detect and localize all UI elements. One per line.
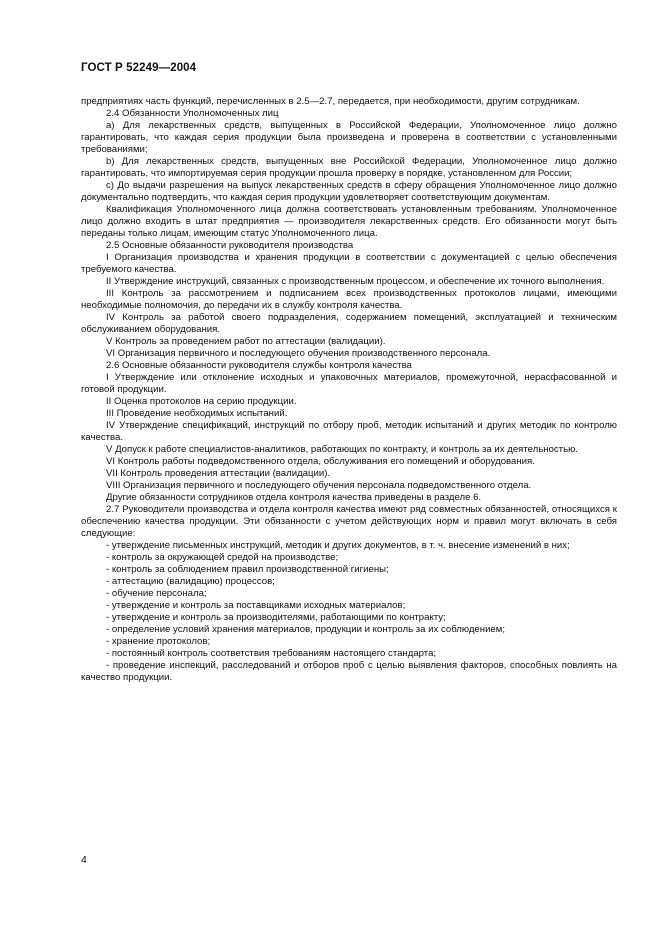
paragraph: V Допуск к работе специалистов-аналитиков, работающих по контракту, и контроль за их деятельностью. — [106, 444, 578, 455]
paragraph: 2.6 Основные обязанности руководителя службы контроля качества — [106, 360, 412, 371]
paragraph: - аттестацию (валидацию) процессов; — [106, 576, 275, 587]
paragraph: III Проведение необходимых испытаний. — [106, 408, 288, 419]
document-header: ГОСТ Р 52249—2004 — [81, 62, 197, 74]
paragraph: a) Для лекарственных средств, выпущенных в Российской Федерации, Уполномоченное лицо должно гарантировать, что каждая серия продукции была произведена и проверена в соответствии с установленными требованиями; — [81, 120, 617, 155]
paragraph: VIII Организация первичного и последующего обучения персонала подведомственного отдела. — [106, 480, 532, 491]
paragraph: I Организация производства и хранения продукции в соответствии с документацией с целью обеспечения требуемого качества. — [81, 252, 617, 275]
paragraph: - определение условий хранения материалов, продукции и контроль за их соблюдением; — [106, 624, 506, 635]
paragraph: - хранение протоколов; — [106, 636, 211, 647]
paragraph: - утверждение и контроль за производителями, работающими по контракту; — [106, 612, 446, 623]
paragraph: - утверждение и контроль за поставщиками исходных материалов; — [106, 600, 406, 611]
paragraph: II Оценка протоколов на серию продукции. — [106, 396, 297, 407]
paragraph: 2.4 Обязанности Уполномоченных лиц — [106, 108, 279, 119]
paragraph: 2.5 Основные обязанности руководителя производства — [106, 240, 354, 251]
paragraph: - проведение инспекций, расследований и отборов проб с целью выявления факторов, способных повлиять на качество продукции. — [81, 660, 617, 683]
paragraph: IV Контроль за работой своего подразделения, содержанием помещений, эксплуатацией и техническим обслуживанием оборудования. — [81, 312, 617, 335]
paragraph: b) Для лекарственных средств, выпущенных вне Российской Федерации, Уполномоченное лицо должно гарантировать, что импортируемая серия продукции прошла проверку в порядке, установленном для России; — [81, 156, 617, 179]
paragraph: I Утверждение или отклонение исходных и упаковочных материалов, промежуточной, нерасфасованной и готовой продукции. — [81, 372, 617, 395]
page-number: 4 — [81, 854, 87, 866]
paragraph: Квалификация Уполномоченного лица должна соответствовать установленным требованиям. Уполномоченное лицо должно входить в штат предприятия — производителя лекарственных средств. Его обязанности могут быть переданы только лицам, имеющим статус Уполномоченного лица. — [81, 204, 617, 239]
paragraph: - контроль за соблюдением правил производственной гигиены; — [106, 564, 389, 575]
paragraph: - контроль за окружающей средой на производстве; — [106, 552, 339, 563]
paragraph: II Утверждение инструкций, связанных с производственным процессом, и обеспечение их точного выполнения. — [106, 276, 605, 287]
paragraph: VI Контроль работы подведомственного отдела, обслуживания его помещений и оборудования. — [106, 456, 535, 467]
paragraph: V Контроль за проведением работ по аттестации (валидации). — [106, 336, 386, 347]
paragraph: - постоянный контроль соответствия требованиям настоящего стандарта; — [106, 648, 437, 659]
paragraph: VII Контроль проведения аттестации (валидации). — [106, 468, 331, 479]
paragraph: III Контроль за рассмотрением и подписанием всех производственных протоколов лицами, имеющими необходимые полномочия, до передачи их в службу контроля качества. — [81, 288, 617, 311]
paragraph: - утверждение письменных инструкций, методик и других документов, в т. ч. внесение изменений в них; — [106, 540, 570, 551]
paragraph: VI Организация первичного и последующего обучения производственного персонала. — [106, 348, 491, 359]
paragraph: Другие обязанности сотрудников отдела контроля качества приведены в разделе 6. — [106, 492, 482, 503]
paragraph: - обучение персонала; — [106, 588, 207, 599]
paragraph: предприятиях часть функций, перечисленных в 2.5—2.7, передается, при необходимости, другим сотрудникам. — [81, 96, 580, 107]
document-body — [81, 96, 617, 684]
paragraph: c) До выдачи разрешения на выпуск лекарственных средств в сферу обращения Уполномоченное лицо должно документально подтвердить, что каждая серия продукции удовлетворяет соответствующим документам. — [81, 180, 617, 203]
paragraph: 2.7 Руководители производства и отдела контроля качества имеют ряд совместных обязанностей, относящихся к обеспечению качества продукции. Эти обязанности с учетом действующих норм и правил могут включать в себя следующие: — [81, 504, 617, 539]
paragraph: IV Утверждение спецификаций, инструкций по отбору проб, методик испытаний и других методик по контролю качества. — [81, 420, 617, 443]
